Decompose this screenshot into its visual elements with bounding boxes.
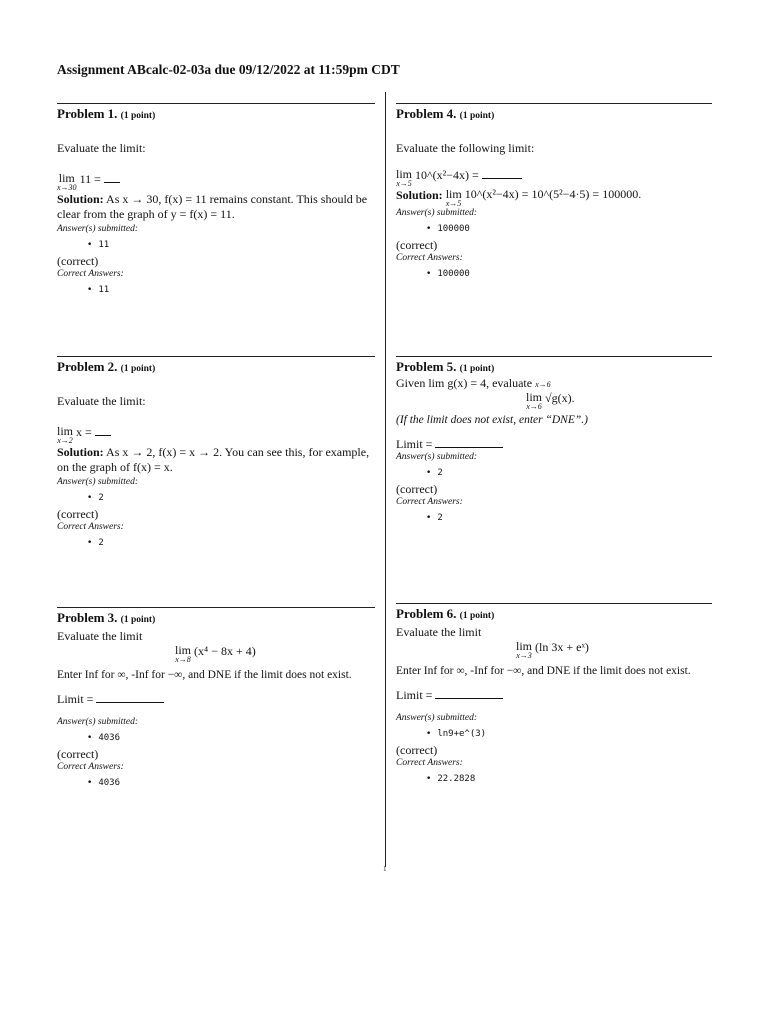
submitted-answer: • ln9+e^(3) [396, 729, 712, 740]
problem-rule [57, 103, 375, 104]
dne-note: (If the limit does not exist, enter “DNE”.) [396, 413, 588, 426]
submitted-answer: • 11 [57, 240, 375, 251]
problem-title: Problem 5. (1 point) [396, 359, 495, 374]
limit-input[interactable] [435, 690, 503, 699]
problem-title: Problem 3. (1 point) [57, 610, 156, 625]
limit-expression: lim x→6 √g(x). [526, 389, 575, 411]
submitted-answer: • 2 [396, 468, 712, 479]
answers-submitted-label: Answer(s) submitted: [57, 223, 139, 234]
answer-blank [95, 427, 111, 436]
limit-answer-row: Limit = [396, 437, 712, 452]
problem-prompt: Evaluate the following limit: [396, 140, 535, 155]
answers-submitted-label: Answer(s) submitted: [396, 452, 478, 463]
problem-1 [57, 103, 375, 296]
correct-status: (correct) [396, 482, 438, 497]
solution: Solution: lim 10^(x²−4x) = 10^(5²−4·5) = 100000. x→5 [396, 186, 642, 208]
problem-rule [57, 356, 375, 357]
limit-answer-row: Limit = [57, 692, 375, 707]
enter-instructions: Enter Inf for ∞, -Inf for −∞, and DNE if the limit does not exist. [396, 664, 691, 677]
limit-input[interactable] [435, 439, 503, 448]
correct-status: (correct) [57, 507, 99, 521]
limit-expression: lim x→8 (x⁴ − 8x + 4) [175, 642, 256, 664]
problem-4 [396, 103, 712, 280]
correct-answer: • 2 [57, 538, 375, 549]
problem-6 [396, 603, 712, 786]
limit-expression: lim x→5 10^(x²−4x) = [396, 168, 712, 188]
problem-5 [396, 356, 712, 525]
solution-cont: clear from the graph of y = f(x) = 11. [57, 206, 235, 221]
correct-answers-label: Correct Answers: [57, 522, 124, 532]
problem-2 [57, 356, 375, 549]
correct-answers-label: Correct Answers: [57, 269, 124, 279]
given-statement: Given lim g(x) = 4, evaluate x→6 [396, 375, 551, 390]
solution: Solution: As x → 30, f(x) = 11 remains constant. This should be [57, 191, 368, 206]
assignment-title: Assignment ABcalc-02-03a due 09/12/2022 at 11:59pm CDT [57, 62, 400, 77]
column-divider [385, 92, 386, 867]
problem-rule [396, 603, 712, 604]
problem-rule [396, 356, 712, 357]
problem-title: Problem 1. (1 point) [57, 106, 156, 121]
problem-3 [57, 607, 375, 790]
correct-answer: • 22.2828 [396, 774, 712, 785]
problem-rule [396, 103, 712, 104]
solution-cont: on the graph of f(x) = x. [57, 459, 173, 474]
limit-input[interactable] [96, 694, 164, 703]
submitted-answer: • 100000 [396, 224, 712, 235]
correct-answers-label: Correct Answers: [57, 762, 124, 773]
limit-expression: lim x→2 x = [57, 425, 375, 445]
limit-expression: lim x→3 (ln 3x + eˣ) [516, 638, 589, 660]
problem-prompt: Evaluate the limit: [57, 393, 146, 408]
correct-status: (correct) [57, 254, 99, 268]
answer-blank [482, 170, 522, 179]
answers-submitted-label: Answer(s) submitted: [396, 713, 478, 724]
enter-instructions: Enter Inf for ∞, -Inf for −∞, and DNE if the limit does not exist. [57, 668, 352, 681]
answers-submitted-label: Answer(s) submitted: [57, 717, 139, 728]
page-number: 1 [383, 865, 387, 873]
correct-answers-label: Correct Answers: [396, 758, 463, 769]
correct-answer: • 11 [57, 285, 375, 296]
correct-answers-label: Correct Answers: [396, 253, 463, 263]
correct-answers-label: Correct Answers: [396, 497, 463, 508]
limit-answer-row: Limit = [396, 688, 712, 703]
problem-title: Problem 4. (1 point) [396, 106, 495, 121]
answer-blank [104, 174, 120, 183]
correct-status: (correct) [57, 747, 99, 762]
limit-expression: lim x→30 11 = [57, 172, 375, 192]
submitted-answer: • 2 [57, 493, 375, 504]
correct-status: (correct) [396, 238, 438, 252]
correct-answer: • 4036 [57, 778, 375, 789]
answers-submitted-label: Answer(s) submitted: [57, 476, 139, 487]
problem-rule [57, 607, 375, 608]
answers-submitted-label: Answer(s) submitted: [396, 207, 478, 218]
submitted-answer: • 4036 [57, 733, 375, 744]
problem-title: Problem 6. (1 point) [396, 606, 495, 621]
problem-prompt: Evaluate the limit [57, 628, 143, 643]
correct-answer: • 100000 [396, 269, 712, 280]
problem-prompt: Evaluate the limit: [57, 140, 146, 155]
correct-answer: • 2 [396, 513, 712, 524]
problem-title: Problem 2. (1 point) [57, 359, 156, 374]
problem-prompt: Evaluate the limit [396, 624, 482, 639]
solution: Solution: As x → 2, f(x) = x → 2. You can see this, for example, [57, 444, 370, 459]
correct-status: (correct) [396, 743, 438, 758]
